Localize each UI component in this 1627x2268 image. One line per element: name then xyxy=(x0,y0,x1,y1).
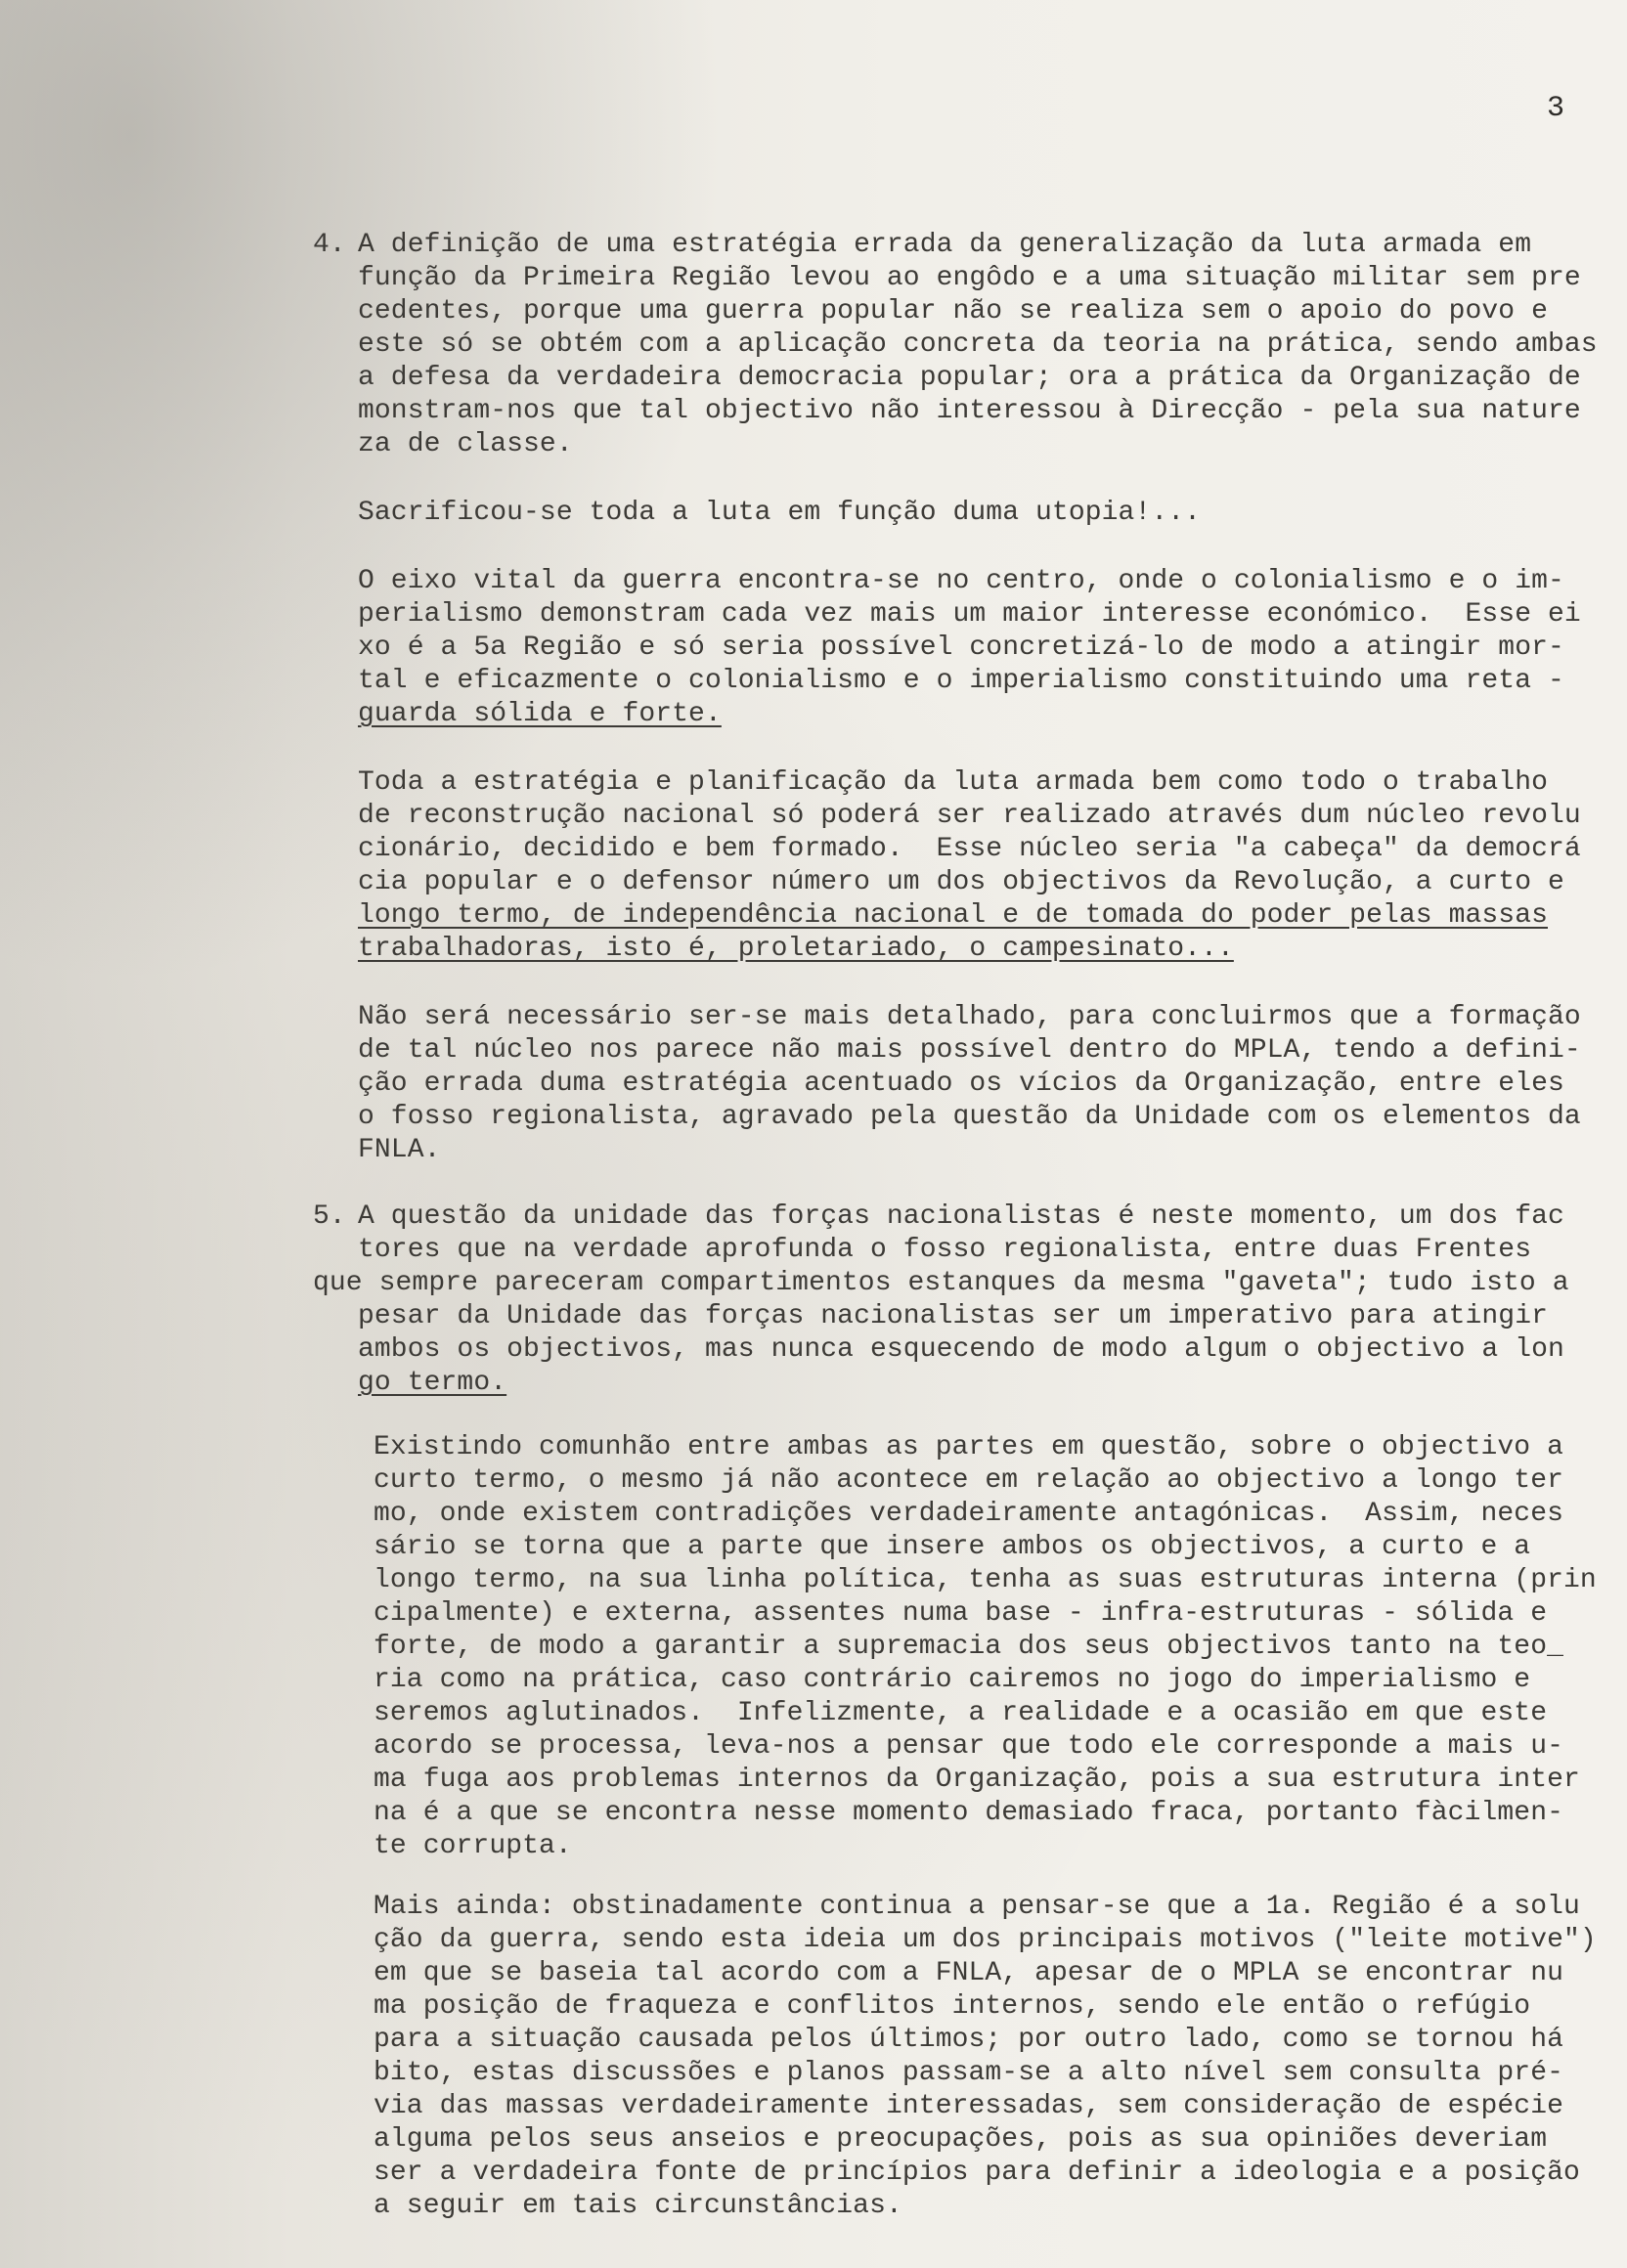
text-line: A definição de uma estratégia errada da generalização da luta armada em xyxy=(358,230,1532,260)
text-line: Não será necessário ser-se mais detalhado, para concluirmos que a formação xyxy=(358,1002,1581,1032)
text-line: forte, de modo a garantir a supremacia dos seus objectivos tanto na teo_ xyxy=(374,1632,1563,1662)
text-line: para a situação causada pelos últimos; por outro lado, como se tornou há xyxy=(374,2025,1563,2055)
text-line: ma posição de fraqueza e conflitos internos, sendo ele então o refúgio xyxy=(374,1991,1531,2022)
text-line: te corrupta. xyxy=(374,1831,572,1861)
text-line: de reconstrução nacional só poderá ser realizado através dum núcleo revolu xyxy=(358,801,1581,831)
text-line: seremos aglutinados. Infelizmente, a realidade e a ocasião em que este xyxy=(374,1698,1548,1728)
text-line: O eixo vital da guerra encontra-se no centro, onde o colonialismo e o im- xyxy=(358,566,1564,596)
text-line: guarda sólida e forte. xyxy=(358,699,722,729)
text-line: bito, estas discussões e planos passam-se a alto nível sem consulta pré- xyxy=(374,2058,1563,2088)
text-line: ma fuga aos problemas internos da Organização, pois a sua estrutura inter xyxy=(374,1765,1580,1795)
text-line: cedentes, porque uma guerra popular não se realiza sem o apoio do povo e xyxy=(358,296,1548,327)
text-line: ção da guerra, sendo esta ideia um dos principais motivos ("leite motive") xyxy=(374,1925,1597,1955)
text-line: alguma pelos seus anseios e preocupações, pois as sua opiniões deveriam xyxy=(374,2124,1548,2155)
text-line: cionário, decidido e bem formado. Esse núcleo seria "a cabeça" da democrá xyxy=(358,834,1581,864)
text-line: go termo. xyxy=(358,1368,507,1398)
text-line: Mais ainda: obstinadamente continua a pensar-se que a 1a. Região é a solu xyxy=(374,1892,1580,1922)
text-line: via das massas verdadeiramente interessadas, sem consideração de espécie xyxy=(374,2091,1563,2121)
text-line: a seguir em tais circunstâncias. xyxy=(374,2191,902,2221)
item-4-number: 4. xyxy=(313,230,346,260)
text-line: ria como na prática, caso contrário cairemos no jogo do imperialismo e xyxy=(374,1665,1531,1695)
text-line: Existindo comunhão entre ambas as partes em questão, sobre o objectivo a xyxy=(374,1432,1563,1462)
text-line: que sempre pareceram compartimentos estanques da mesma "gaveta"; tudo isto a xyxy=(313,1268,1569,1298)
paragraph-estrategia xyxy=(358,766,1600,966)
paragraph-existindo xyxy=(374,1431,1596,1863)
text-line: ser a verdadeira fonte de princípios para definir a ideologia e a posição xyxy=(374,2158,1580,2188)
item-5-number: 5. xyxy=(313,1201,346,1232)
text-line: ção errada duma estratégia acentuado os vícios da Organização, entre eles xyxy=(358,1069,1564,1099)
paragraph-eixo xyxy=(358,565,1600,731)
text-line: longo termo, de independência nacional e de tomada do poder pelas massas xyxy=(358,900,1548,931)
text-line: de tal núcleo nos parece não mais possível dentro do MPLA, tendo a defini- xyxy=(358,1035,1581,1066)
text-line: tores que na verdade aprofunda o fosso regionalista, entre duas Frentes xyxy=(358,1235,1532,1265)
text-line: za de classe. xyxy=(358,429,573,459)
text-line: função da Primeira Região levou ao engôdo e a uma situação militar sem pre xyxy=(358,263,1581,293)
text-line: na é a que se encontra nesse momento demasiado fraca, portanto fàcilmen- xyxy=(374,1798,1563,1828)
text-line: perialismo demonstram cada vez mais um maior interesse económico. Esse ei xyxy=(358,599,1581,630)
item-4 xyxy=(313,229,1600,461)
text-line: tal e eficazmente o colonialismo e o imperialismo constituindo uma reta - xyxy=(358,666,1564,696)
text-line: ambos os objectivos, mas nunca esquecendo de modo algum o objectivo a lon xyxy=(358,1334,1564,1365)
text-line: sário se torna que a parte que insere ambos os objectivos, a curto e a xyxy=(374,1532,1531,1562)
text-line: mo, onde existem contradições verdadeiramente antagónicas. Assim, neces xyxy=(374,1499,1563,1529)
text-line: acordo se processa, leva-nos a pensar que todo ele corresponde a mais u- xyxy=(374,1731,1563,1762)
text-line: Sacrificou-se toda a luta em função duma utopia!... xyxy=(358,498,1202,528)
text-line: cipalmente) e externa, assentes numa base - infra-estruturas - sólida e xyxy=(374,1598,1548,1629)
text-line: trabalhadoras, isto é, proletariado, o campesinato... xyxy=(358,934,1234,964)
paragraph-nao-sera xyxy=(358,1001,1600,1167)
text-line: monstram-nos que tal objectivo não interessou à Direcção - pela sua nature xyxy=(358,396,1581,426)
paragraph-mais-ainda xyxy=(374,1891,1596,2223)
text-line: em que se baseia tal acordo com a FNLA, apesar de o MPLA se encontrar nu xyxy=(374,1958,1563,1988)
text-line: FNLA. xyxy=(358,1135,441,1165)
text-line: A questão da unidade das forças nacionalistas é neste momento, um dos fac xyxy=(358,1201,1564,1232)
text-line: cia popular e o defensor número um dos objectivos da Revolução, a curto e xyxy=(358,867,1564,897)
item-5 xyxy=(313,1200,1600,1400)
text-line: o fosso regionalista, agravado pela questão da Unidade com os elementos da xyxy=(358,1102,1581,1132)
paragraph-sacrificou xyxy=(358,497,1600,530)
text-line: a defesa da verdadeira democracia popular; ora a prática da Organização de xyxy=(358,363,1581,393)
text-line: curto termo, o mesmo já não acontece em relação ao objectivo a longo ter xyxy=(374,1465,1563,1496)
text-line: Toda a estratégia e planificação da luta armada bem como todo o trabalho xyxy=(358,767,1548,798)
text-line: este só se obtém com a aplicação concreta da teoria na prática, sendo ambas xyxy=(358,329,1598,360)
text-line: xo é a 5a Região e só seria possível concretizá-lo de modo a atingir mor- xyxy=(358,632,1564,663)
text-line: longo termo, na sua linha política, tenha as suas estruturas interna (prin xyxy=(374,1565,1597,1595)
page-number: 3 xyxy=(1547,92,1565,125)
text-line: pesar da Unidade das forças nacionalistas ser um imperativo para atingir xyxy=(358,1301,1548,1331)
